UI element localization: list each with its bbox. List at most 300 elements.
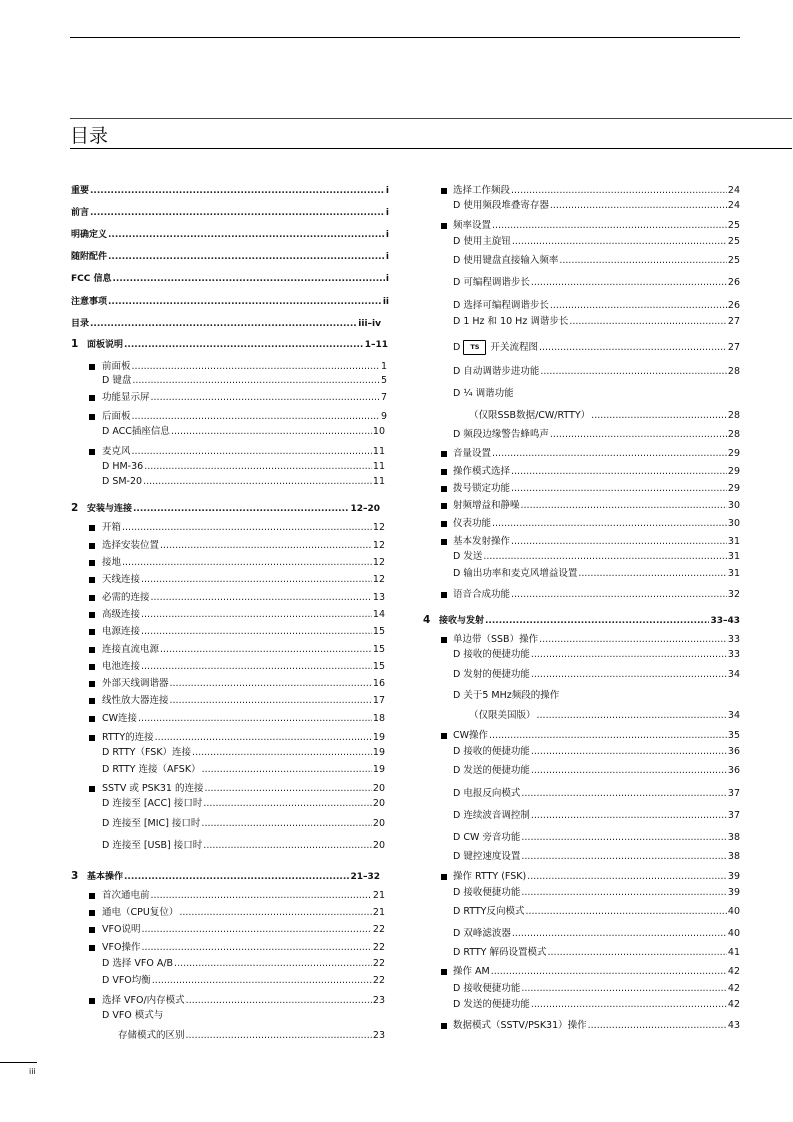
toc-entry-page: 25 (727, 236, 740, 247)
toc-entry[interactable] (453, 255, 740, 267)
toc-entry[interactable] (453, 983, 740, 995)
toc-entry-page: 29 (727, 448, 740, 459)
toc-entry-page: 23 (372, 995, 385, 1006)
toc-entry-text: 天线连接 (102, 574, 141, 585)
bullet-icon (89, 716, 95, 722)
toc-entry-page: 37 (727, 810, 740, 821)
toc-entry-text: 面板说明 (87, 340, 124, 350)
toc-entry-text: D RTTY（FSK）连接 (102, 747, 192, 758)
chapter-entry[interactable] (439, 615, 740, 627)
toc-entry-text: 前言 (71, 208, 90, 218)
toc-entry-page: 34 (727, 669, 740, 680)
bullet-icon (441, 1023, 447, 1029)
toc-entry-page: 10 (372, 426, 385, 437)
toc-entry[interactable] (453, 366, 740, 378)
toc-entry-page: 22 (372, 942, 385, 953)
toc-entry-text: D 1 Hz 和 10 Hz 调谐步长 (453, 316, 569, 327)
toc-entry-text: 线性放大器连接 (102, 695, 169, 706)
toc-entry[interactable] (102, 995, 385, 1007)
toc-entry-text: 开关流程图 (490, 342, 538, 353)
chapter-number: 4 (423, 614, 431, 626)
bullet-icon (441, 451, 447, 457)
bullet-icon (441, 503, 447, 509)
toc-entry[interactable] (453, 999, 740, 1011)
bullet-icon (441, 969, 447, 975)
toc-entry-page: 33–43 (710, 616, 740, 626)
toc-entry[interactable] (453, 340, 740, 355)
toc-entry-text: D 电报反向模式 (453, 788, 521, 799)
toc-entry-text: 数据模式（SSTV/PSK31）操作 (453, 1020, 587, 1031)
toc-entry-page: 27 (727, 316, 740, 327)
toc-entry-text: 电源连接 (102, 626, 141, 637)
toc-entry[interactable] (71, 251, 389, 263)
toc-entry-page: i (385, 274, 389, 284)
toc-entry[interactable] (102, 626, 385, 638)
toc-entry-text: 语音合成功能 (453, 589, 511, 600)
toc-entry-text: 明确定义 (71, 230, 108, 240)
toc-entry-text: 安装与连接 (87, 504, 133, 514)
toc-entry-text: 操作 AM (453, 966, 490, 977)
toc-entry[interactable] (453, 928, 740, 940)
chapter-entry[interactable] (87, 871, 380, 883)
toc-entry-page: 41 (727, 947, 740, 958)
toc-entry-page: 42 (727, 966, 740, 977)
bullet-icon (89, 525, 95, 531)
toc-entry[interactable] (102, 783, 385, 795)
toc-entry-text: 选择 VFO/内存模式 (102, 995, 185, 1006)
toc-entry-page: 39 (727, 871, 740, 882)
toc-entry[interactable] (71, 318, 381, 330)
toc-entry-page: 11 (372, 446, 385, 457)
toc-entry-page: iii–iv (358, 319, 381, 329)
toc-entry-text: D 连接至 [USB] 接口时 (102, 840, 203, 851)
toc-entry-page: ii (382, 297, 389, 307)
toc-entry-page: 5 (380, 375, 387, 386)
toc-entry-text: D ACC插座信息 (102, 426, 170, 437)
toc-entry-page: 20 (372, 818, 385, 829)
toc-entry-page: 32 (727, 589, 740, 600)
bullet-icon (89, 893, 95, 899)
toc-entry-text: D 选择可编程调谐步长 (453, 300, 549, 311)
toc-entry-page: 21 (372, 907, 385, 918)
toc-entry-page: 31 (727, 536, 740, 547)
bullet-icon (89, 577, 95, 583)
toc-entry[interactable] (453, 887, 740, 899)
toc-entry-page: i (385, 208, 389, 218)
toc-entry-text: D RTTY 解码设置模式 (453, 947, 547, 958)
bullet-icon (89, 395, 95, 401)
toc-entry-page: 28 (727, 410, 740, 421)
toc-entry-page: 30 (727, 500, 740, 511)
chapter-number: 1 (71, 338, 79, 350)
toc-entry[interactable] (71, 207, 389, 219)
toc-entry[interactable] (453, 466, 740, 478)
bullet-icon (89, 543, 95, 549)
toc-entry-text: 连接直流电源 (102, 644, 160, 655)
toc-entry-text: D 自动调谐步进功能 (453, 366, 540, 377)
toc-entry-page: 9 (380, 411, 387, 422)
toc-entry-text: D 连接至 [ACC] 接口时 (102, 798, 203, 809)
toc-entry[interactable] (453, 277, 740, 289)
toc-entry-page: 20 (372, 798, 385, 809)
bullet-icon (441, 874, 447, 880)
bullet-icon (441, 469, 447, 475)
toc-entry-text: D 使用主旋钮 (453, 236, 511, 247)
toc-entry-page: 1–11 (364, 340, 388, 350)
toc-entry-text: FCC 信息 (71, 274, 112, 284)
toc-entry-text: 拨号锁定功能 (453, 483, 511, 494)
toc-entry-text: 频率设置 (453, 220, 492, 231)
bullet-icon (89, 612, 95, 618)
toc-entry-text: D 发射的便捷功能 (453, 669, 530, 680)
toc-entry[interactable] (102, 713, 385, 725)
toc-entry-text: 单边带（SSB）操作 (453, 634, 539, 645)
toc-entry[interactable] (453, 185, 740, 197)
toc-entry-page: 20 (372, 783, 385, 794)
toc-entry-page: 12 (372, 557, 385, 568)
toc-entry-text: （仅限美国版） (469, 710, 536, 721)
toc-entry-page: 33 (727, 634, 740, 645)
toc-entry[interactable] (102, 592, 385, 604)
toc-entry[interactable] (102, 661, 385, 673)
toc-entry[interactable] (453, 810, 740, 822)
toc-entry[interactable] (453, 966, 740, 978)
toc-entry-text: D ¼ 调谐功能 (453, 388, 514, 399)
toc-entry[interactable] (453, 429, 740, 441)
toc-entry-text: 首次通电前 (102, 890, 150, 901)
toc-entry-text: D 频段边缘警告蜂鸣声 (453, 429, 549, 440)
bullet-icon (89, 414, 95, 420)
toc-entry-text: 选择安装位置 (102, 540, 160, 551)
toc-entry[interactable] (102, 426, 385, 438)
toc-entry-text: D CW 旁音功能 (453, 832, 521, 843)
toc-entry-page: 15 (372, 661, 385, 672)
bullet-icon (89, 664, 95, 670)
toc-entry[interactable] (453, 220, 740, 232)
toc-entry-text: D 接收便捷功能 (453, 983, 521, 994)
bullet-icon (441, 592, 447, 598)
toc-entry-text: 外部天线调谐器 (102, 678, 169, 689)
bullet-icon (89, 364, 95, 370)
toc-entry[interactable] (453, 200, 740, 212)
toc-entry-text: D 输出功率和麦克风增益设置 (453, 568, 578, 579)
page-title: 目录 (70, 125, 109, 147)
toc-entry[interactable] (453, 649, 740, 661)
bullet-icon (441, 637, 447, 643)
toc-entry-page: 22 (372, 958, 385, 969)
toc-entry-page: 21–32 (350, 872, 380, 882)
toc-entry-text: D 发送的便捷功能 (453, 999, 530, 1010)
toc-entry[interactable] (453, 871, 740, 883)
toc-entry-page: 36 (727, 765, 740, 776)
toc-entry[interactable] (453, 851, 740, 863)
toc-entry[interactable] (71, 185, 389, 197)
toc-entry[interactable] (453, 746, 740, 758)
toc-entry-page: 25 (727, 255, 740, 266)
toc-entry-text: 开箱 (102, 522, 122, 533)
toc-entry-page: 16 (372, 678, 385, 689)
toc-entry-text: D 发送的便捷功能 (453, 765, 530, 776)
bullet-icon (441, 188, 447, 194)
toc-entry-page: 7 (380, 392, 387, 403)
toc-entry-text: D 连续波音调控制 (453, 810, 530, 821)
toc-entry[interactable] (102, 818, 385, 830)
toc-entry[interactable] (102, 907, 385, 919)
toc-entry[interactable] (102, 557, 385, 569)
toc-entry-text: D 双峰滤波器 (453, 928, 511, 939)
toc-entry[interactable] (453, 448, 740, 460)
toc-entry[interactable] (102, 476, 385, 488)
toc-entry-page: 20 (372, 840, 385, 851)
toc-entry[interactable] (102, 958, 385, 970)
toc-entry-page: 31 (727, 551, 740, 562)
chapter-entry[interactable] (87, 339, 388, 351)
toc-entry-page: 40 (727, 906, 740, 917)
toc-entry-text: 操作 RTTY (FSK) (453, 871, 527, 882)
toc-entry-text: 前面板 (102, 361, 131, 372)
toc-entry-text: CW连接 (102, 713, 138, 724)
toc-entry[interactable] (102, 609, 385, 621)
toc-entry[interactable] (453, 669, 740, 681)
toc-entry[interactable] (102, 695, 385, 707)
toc-entry[interactable] (453, 730, 740, 742)
toc-entry-page: 12–20 (350, 504, 380, 514)
toc-entry[interactable] (102, 375, 387, 387)
toc-entry-text: 麦克风 (102, 446, 131, 457)
toc-entry[interactable] (102, 764, 385, 776)
toc-entry[interactable] (102, 890, 385, 902)
toc-entry-text: 接地 (102, 557, 122, 568)
bullet-icon (441, 486, 447, 492)
toc-entry-page: 31 (727, 568, 740, 579)
toc-entry[interactable] (453, 236, 740, 248)
toc-entry-page: 42 (727, 999, 740, 1010)
toc-entry-text: D HM-36 (102, 461, 144, 472)
toc-entry-page: 34 (727, 710, 740, 721)
toc-entry[interactable] (453, 788, 740, 800)
toc-entry-page: 19 (372, 764, 385, 775)
toc-entry-text: RTTY的连接 (102, 732, 154, 743)
toc-entry-text: （仅限SSB数据/CW/RTTY） (469, 410, 591, 421)
toc-entry[interactable] (453, 568, 740, 580)
toc-entry[interactable] (102, 747, 385, 759)
toc-entry[interactable] (453, 316, 740, 328)
toc-entry[interactable] (453, 634, 740, 646)
toc-entry-page: 27 (727, 342, 740, 353)
bullet-icon (89, 595, 95, 601)
toc-entry[interactable] (453, 765, 740, 777)
toc-entry-text: 重要 (71, 186, 90, 196)
toc-entry[interactable] (71, 229, 389, 241)
bullet-icon (89, 681, 95, 687)
bullet-icon (89, 647, 95, 653)
toc-entry-text: D 选择 VFO A/B (102, 958, 174, 969)
toc-entry[interactable] (71, 273, 389, 285)
toc-entry[interactable] (453, 500, 740, 512)
chapter-entry[interactable] (87, 503, 380, 515)
toc-entry-text: D VFO 模式与 (102, 1010, 164, 1021)
toc-entry-page: 26 (727, 277, 740, 288)
toc-entry[interactable] (453, 589, 740, 601)
toc-entry-text: D 键盘 (102, 375, 132, 386)
bullet-icon (441, 521, 447, 527)
toc-entry-page: 38 (727, 851, 740, 862)
toc-entry[interactable] (102, 446, 385, 458)
footer-rule (0, 1062, 37, 1063)
toc-entry-text: D RTTY 连接（AFSK） (102, 764, 201, 775)
chapter-number: 3 (71, 870, 79, 882)
bullet-icon (89, 560, 95, 566)
toc-entry-text: D 使用键盘直接输入频率 (453, 255, 559, 266)
bullet-icon (89, 629, 95, 635)
toc-entry-page: 37 (727, 788, 740, 799)
toc-entry-text: 选择工作频段 (453, 185, 511, 196)
toc-entry-page: 33 (727, 649, 740, 660)
toc-entry-page: 13 (372, 592, 385, 603)
toc-entry[interactable] (102, 678, 385, 690)
toc-entry-page: 23 (372, 1030, 385, 1041)
toc-entry-text: D 接收的便捷功能 (453, 649, 530, 660)
toc-entry-page: 18 (372, 713, 385, 724)
toc-entry[interactable] (453, 300, 740, 312)
toc-entry[interactable] (453, 551, 740, 563)
toc-entry[interactable] (102, 798, 385, 810)
bullet-icon (89, 998, 95, 1004)
toc-entry-text: VFO说明 (102, 924, 141, 935)
bullet-icon (89, 735, 95, 741)
toc-entry[interactable] (102, 461, 385, 473)
toc-entry-text: D 键控速度设置 (453, 851, 521, 862)
toc-entry-text: 必需的连接 (102, 592, 150, 603)
bullet-icon (89, 927, 95, 933)
toc-entry-text: VFO操作 (102, 942, 141, 953)
toc-entry-page: 29 (727, 483, 740, 494)
toc-entry-page: 11 (372, 461, 385, 472)
toc-entry-text: CW操作 (453, 730, 489, 741)
toc-entry[interactable] (102, 732, 385, 744)
bullet-icon (89, 698, 95, 704)
toc-entry-text: D 可编程调谐步长 (453, 277, 530, 288)
toc-entry[interactable] (469, 710, 740, 722)
toc-entry-page: 24 (727, 200, 740, 211)
bullet-icon (89, 786, 95, 792)
toc-entry-text: 存储模式的区别 (118, 1030, 185, 1041)
toc-entry[interactable] (102, 942, 385, 954)
toc-entry-page: 30 (727, 518, 740, 529)
toc-entry-page: 22 (372, 975, 385, 986)
toc-entry[interactable] (453, 536, 740, 548)
toc-entry-page: 42 (727, 983, 740, 994)
toc-entry[interactable] (102, 411, 387, 423)
toc-entry[interactable] (453, 906, 740, 918)
toc-entry-text: D 连接至 [MIC] 接口时 (102, 818, 201, 829)
toc-entry[interactable] (469, 410, 740, 422)
toc-entry-page: 11 (372, 476, 385, 487)
title-rule-bottom (70, 148, 792, 149)
toc-entry-page: 21 (372, 890, 385, 901)
chapter-number: 2 (71, 502, 79, 514)
toc-entry[interactable] (453, 832, 740, 844)
toc-entry-page: 36 (727, 746, 740, 757)
toc-entry-page: 19 (372, 747, 385, 758)
toc-entry-text: 仪表功能 (453, 518, 492, 529)
bullet-icon (441, 223, 447, 229)
toc-entry-text: 后面板 (102, 411, 131, 422)
bullet-icon (89, 449, 95, 455)
toc-entry-page: 28 (727, 429, 740, 440)
bullet-icon (89, 910, 95, 916)
toc-entry-text: D 发送 (453, 551, 483, 562)
toc-entry-text: 高级连接 (102, 609, 141, 620)
title-rule-top (70, 118, 792, 119)
toc-entry[interactable] (102, 574, 385, 586)
toc-entry-page: 22 (372, 924, 385, 935)
toc-entry[interactable] (102, 361, 387, 373)
toc-entry-text: D 关于5 MHz频段的操作 (453, 690, 560, 701)
toc-entry-text: 通电（CPU复位） (102, 907, 179, 918)
toc-entry-text: D 使用频段堆叠寄存器 (453, 200, 549, 211)
toc-entry-text: D VFO均衡 (102, 975, 151, 986)
ts-key-icon: TS (463, 340, 486, 355)
toc-entry-page: 19 (372, 732, 385, 743)
toc-entry-text: 随附配件 (71, 252, 108, 262)
toc-entry[interactable] (102, 644, 385, 656)
toc-entry-page: 15 (372, 626, 385, 637)
bullet-icon (441, 733, 447, 739)
toc-entry-page: 14 (372, 609, 385, 620)
toc-entry-page: 12 (372, 574, 385, 585)
toc-entry-page: 28 (727, 366, 740, 377)
toc-entry-page: i (385, 186, 389, 196)
toc-entry[interactable] (102, 924, 385, 936)
toc-entry[interactable] (453, 1020, 740, 1032)
toc-entry[interactable] (102, 840, 385, 852)
toc-entry-page: 39 (727, 887, 740, 898)
toc-entry[interactable] (71, 296, 389, 308)
toc-entry-text: D 接收的便捷功能 (453, 746, 530, 757)
bullet-icon (441, 539, 447, 545)
toc-entry[interactable] (102, 392, 387, 404)
page-number: iii (29, 1067, 36, 1076)
toc-entry-text: D RTTY反向模式 (453, 906, 525, 917)
toc-entry-page: i (385, 230, 389, 240)
toc-entry-text: 音量设置 (453, 448, 492, 459)
toc-entry[interactable] (453, 483, 740, 495)
toc-entry-page: 43 (727, 1020, 740, 1031)
toc-entry[interactable] (118, 1030, 385, 1042)
toc-entry-page: 29 (727, 466, 740, 477)
toc-entry[interactable] (102, 975, 385, 987)
toc-entry-page: 24 (727, 185, 740, 196)
toc-entry-text: 电池连接 (102, 661, 141, 672)
toc-entry[interactable] (102, 522, 385, 534)
toc-entry[interactable] (102, 540, 385, 552)
bullet-icon (89, 945, 95, 951)
toc-entry-page: 38 (727, 832, 740, 843)
toc-entry-text: 目录 (71, 319, 90, 329)
toc-entry-page: 12 (372, 540, 385, 551)
toc-entry-text: 射频增益和静噪 (453, 500, 520, 511)
toc-entry-page: 1 (380, 361, 387, 372)
toc-entry-text: 基本发射操作 (453, 536, 511, 547)
toc-entry-text: D 接收便捷功能 (453, 887, 521, 898)
toc-entry-page: 15 (372, 644, 385, 655)
toc-entry-page: i (385, 252, 389, 262)
toc-entry-text: 基本操作 (87, 872, 124, 882)
toc-entry[interactable] (453, 518, 740, 530)
toc-entry[interactable] (453, 947, 740, 959)
toc-entry-prefix: D (453, 342, 461, 353)
